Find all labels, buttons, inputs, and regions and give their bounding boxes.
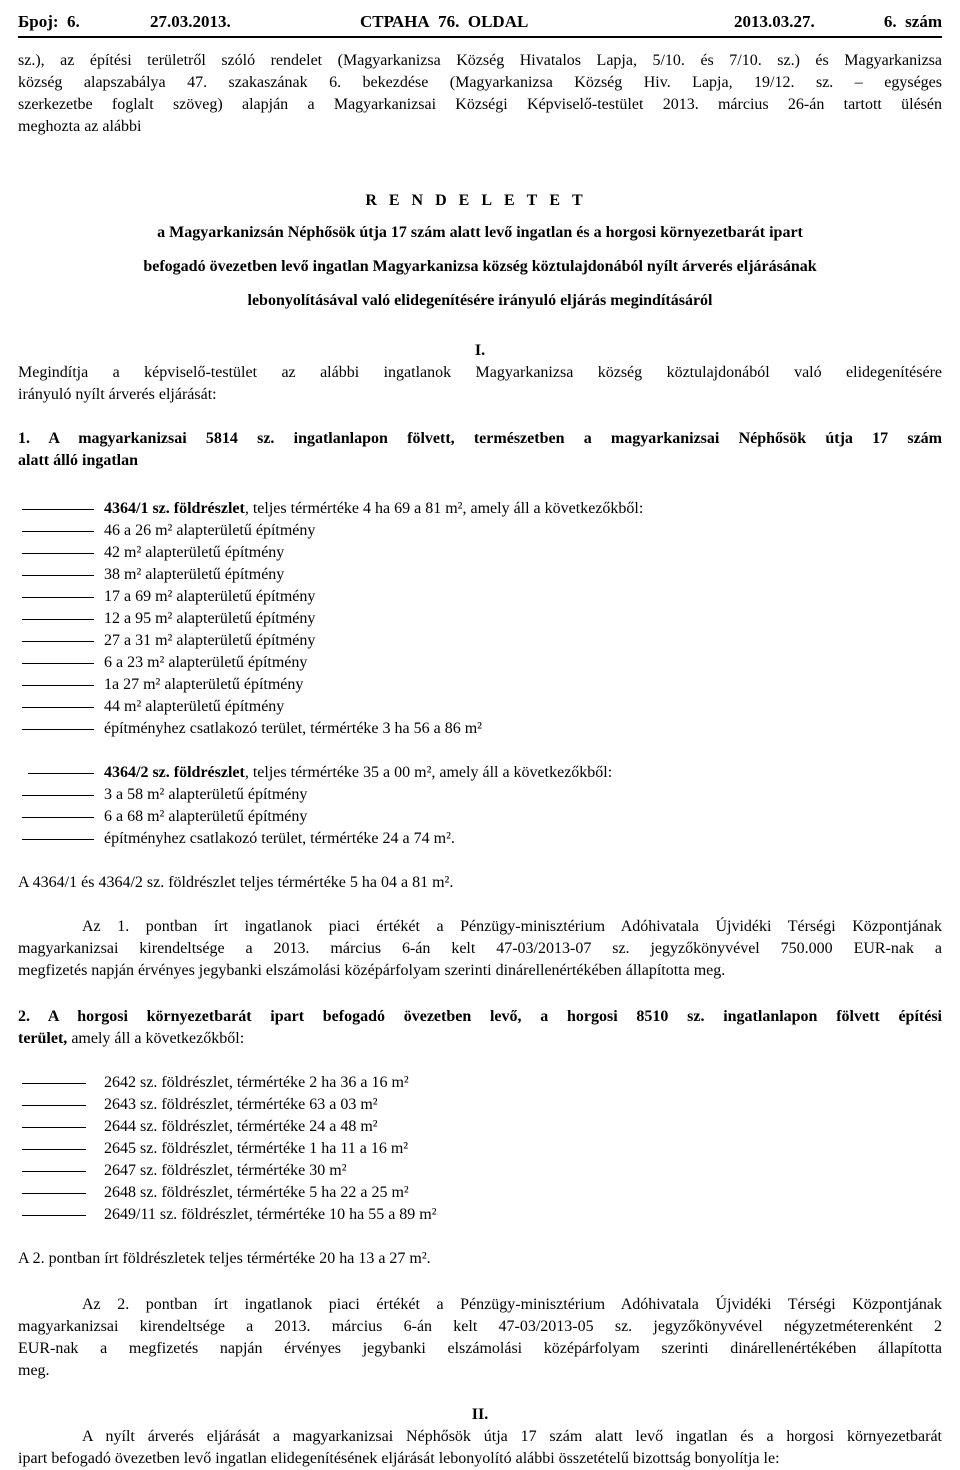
list-item-text: 2642 sz. földrészlet, térmértéke 2 ha 36 a 16 m² — [104, 1074, 409, 1091]
parcel-description: , teljes térmértéke 35 a 00 m², amely áll a következőkből: — [244, 764, 613, 781]
valuation-1-line: Az 1. pontban írt ingatlanok piaci értékét a Pénzügy-minisztérium Adóhivatala Újvidéki Térségi Központjának — [82, 918, 942, 935]
decree-subtitle-line: a Magyarkanizsán Néphősök útja 17 szám alatt levő ingatlan és a horgosi környezetbarát ipart — [157, 224, 803, 241]
dash-bullet — [22, 575, 94, 576]
parcel-4364-1 — [22, 498, 922, 740]
list-item — [22, 1094, 922, 1116]
intro-line: sz.), az építési területről szóló rendelet (Magyarkanizsa Község Hivatalos Lapja, 5/10. és 7/10. sz.) és Magyarkanizsa — [18, 52, 942, 69]
dash-bullet — [22, 685, 94, 686]
dash-bullet — [22, 729, 94, 730]
list-item-text: 17 a 69 m² alapterületű építmény — [104, 588, 316, 605]
list-item — [22, 1182, 922, 1204]
list-item-text: 44 m² alapterületű építmény — [104, 698, 285, 715]
list-item — [22, 674, 922, 696]
header-date-sr: 27.03.2013. — [150, 12, 231, 31]
list-item — [22, 784, 922, 806]
list-item-text: építményhez csatlakozó terület, térmértéke 24 a 74 m². — [104, 830, 455, 847]
list-item-text: 6 a 23 m² alapterületű építmény — [104, 654, 308, 671]
intro-paragraph — [18, 50, 942, 138]
decree-title — [18, 186, 942, 318]
dash-bullet — [22, 817, 94, 818]
item-1-line: 1. A magyarkanizsai 5814 sz. ingatlanlapon fölvett, természetben a magyarkanizsai Néphősök útja 17 szám — [18, 430, 942, 447]
list-item — [22, 630, 922, 652]
header-date-hu: 2013.03.27. — [734, 12, 815, 31]
valuation-1-line: magyarkanizsai kirendeltsége a 2013. március 6-án kelt 47-03/2013-07 sz. jegyzőkönyvével 750.000 EUR-nak a — [18, 940, 942, 957]
dash-bullet — [22, 1083, 86, 1084]
item-2-line-rest: amely áll a következőkből: — [67, 1030, 245, 1047]
list-item-text: 2647 sz. földrészlet, térmértéke 30 m² — [104, 1162, 347, 1179]
item-2-line-bold: terület, — [18, 1030, 68, 1047]
item-2-parcels — [22, 1072, 922, 1226]
dash-bullet — [22, 553, 94, 554]
decree-subtitle-line: lebonyolításával való elidegenítésére irányuló eljárás megindításáról — [247, 292, 713, 309]
list-item — [22, 1204, 922, 1226]
dash-bullet — [22, 641, 94, 642]
parcel-id: 4364/2 sz. földrészlet — [104, 764, 245, 781]
valuation-1 — [18, 916, 942, 982]
total-2 — [18, 1248, 942, 1270]
valuation-2-line: magyarkanizsai kirendeltsége a 2013. március 6-án kelt 47-03/2013-05 sz. jegyzőkönyvével négyzetméterenként 2 — [18, 1318, 942, 1335]
item-1-line: alatt álló ingatlan — [18, 452, 139, 469]
dash-bullet — [22, 707, 94, 708]
list-item — [22, 564, 922, 586]
item-2-heading — [18, 1006, 942, 1050]
dash-bullet — [22, 1193, 86, 1194]
list-item-text: építményhez csatlakozó terület, térmértéke 3 ha 56 a 86 m² — [104, 720, 482, 737]
dash-bullet — [22, 839, 94, 840]
list-item-text: 2648 sz. földrészlet, térmértéke 5 ha 22 a 25 m² — [104, 1184, 409, 1201]
dash-bullet — [22, 1127, 86, 1128]
list-item-text: 2645 sz. földrészlet, térmértéke 1 ha 11 a 16 m² — [104, 1140, 409, 1157]
list-item-text: 12 a 95 m² alapterületű építmény — [104, 610, 316, 627]
section-1-text: irányuló nyílt árverés eljárását: — [18, 386, 217, 403]
total-2-text: A 2. pontban írt földrészletek teljes térmértéke 20 ha 13 a 27 m². — [18, 1250, 431, 1267]
list-item — [22, 806, 922, 828]
dash-bullet — [22, 1215, 86, 1216]
intro-line: szerkezetbe foglalt szöveg) alapján a Magyarkanizsai Községi Képviselő-testület 2013. március 26-án tartott ülésén — [18, 96, 942, 113]
page-header — [18, 6, 942, 38]
list-item — [22, 608, 922, 630]
dash-bullet — [22, 1149, 86, 1150]
valuation-1-line: megfizetés napján érvényes jegybanki elszámolási középárfolyam szerinti dinárellenértékében állapította meg. — [18, 962, 726, 979]
section-numeral: II. — [471, 1406, 489, 1423]
list-item — [22, 718, 922, 740]
list-item-text: 6 a 68 m² alapterületű építmény — [104, 808, 308, 825]
list-item — [22, 520, 922, 542]
list-item-text: 3 a 58 m² alapterületű építmény — [104, 786, 308, 803]
parcel-heading — [22, 498, 922, 520]
header-issue-hu: 6. szám — [883, 12, 942, 31]
intro-line: meghozta az alábbi — [18, 118, 142, 135]
list-item-text: 2643 sz. földrészlet, térmértéke 63 a 03 m² — [104, 1096, 378, 1113]
list-item — [22, 696, 922, 718]
parcel-description: , teljes térmértéke 4 ha 69 a 81 m², amely áll a következőkből: — [244, 500, 644, 517]
parcel-4364-2 — [22, 762, 922, 850]
section-1 — [18, 340, 942, 406]
header-page-number: СТРАНА 76. OLDAL — [360, 12, 529, 31]
list-item — [22, 1072, 922, 1094]
section-2-text: ipart befogadó övezetben levő ingatlan elidegenítésének eljárását lebonyolító alábbi összetételű bizottság bonyolítja le: — [18, 1450, 780, 1467]
dash-bullet — [22, 795, 94, 796]
list-item-text: 27 a 31 m² alapterületű építmény — [104, 632, 316, 649]
dash-bullet — [22, 663, 94, 664]
decree-heading: RENDELETET — [365, 192, 595, 209]
valuation-2 — [18, 1294, 942, 1382]
decree-subtitle-line: befogadó övezetben levő ingatlan Magyarkanizsa község köztulajdonából nyílt árverés eljárásának — [143, 258, 817, 275]
list-item-text: 2644 sz. földrészlet, térmértéke 24 a 48 m² — [104, 1118, 378, 1135]
valuation-2-line: meg. — [18, 1362, 50, 1379]
section-2 — [18, 1404, 942, 1470]
total-1-text: A 4364/1 és 4364/2 sz. földrészlet teljes térmértéke 5 ha 04 a 81 m². — [18, 874, 454, 891]
dash-bullet — [22, 531, 94, 532]
item-2-line: 2. A horgosi környezetbarát ipart befogadó övezetben levő, a horgosi 8510 sz. ingatlanlapon fölvett építési — [18, 1008, 942, 1025]
list-item — [22, 1138, 922, 1160]
intro-line: község alapszabálya 47. szakaszának 6. bekezdése (Magyarkanizsa Község Hiv. Lapja, 19/12. sz. – egységes — [18, 74, 942, 91]
list-item-text: 2649/11 sz. földrészlet, térmértéke 10 ha 55 a 89 m² — [104, 1206, 437, 1223]
list-item — [22, 652, 922, 674]
item-1-heading — [18, 428, 942, 472]
valuation-2-line: Az 2. pontban írt ingatlanok piaci értékét a Pénzügy-minisztérium Adóhivatala Újvidéki Térségi Központjának — [82, 1296, 942, 1313]
list-item-text: 42 m² alapterületű építmény — [104, 544, 285, 561]
list-item — [22, 586, 922, 608]
list-item — [22, 1116, 922, 1138]
list-item — [22, 828, 922, 850]
parcel-id: 4364/1 sz. földrészlet — [104, 500, 245, 517]
parcel-heading — [22, 762, 922, 784]
list-item — [22, 542, 922, 564]
dash-bullet — [22, 597, 94, 598]
section-2-text: A nyílt árverés eljárását a magyarkanizsai Néphősök útja 17 szám alatt levő ingatlan és a horgosi környezetbarát — [82, 1428, 942, 1445]
dash-bullet — [22, 1171, 86, 1172]
list-item — [22, 1160, 922, 1182]
list-item-text: 1a 27 m² alapterületű építmény — [104, 676, 304, 693]
section-numeral: I. — [474, 342, 486, 359]
header-issue-sr: Број: 6. — [18, 12, 80, 31]
dash-bullet — [22, 619, 94, 620]
dash-bullet — [22, 1105, 86, 1106]
section-1-text: Megindítja a képviselő-testület az alábbi ingatlanok Magyarkanizsa község köztulajdonából való elidegenítésére — [18, 364, 942, 381]
valuation-2-line: EUR-nak a megfizetés napján érvényes jegybanki elszámolási középárfolyam szerinti dinárellenértékében állapította — [18, 1340, 942, 1357]
list-item-text: 38 m² alapterületű építmény — [104, 566, 285, 583]
total-1 — [18, 872, 942, 894]
list-item-text: 46 a 26 m² alapterületű építmény — [104, 522, 316, 539]
